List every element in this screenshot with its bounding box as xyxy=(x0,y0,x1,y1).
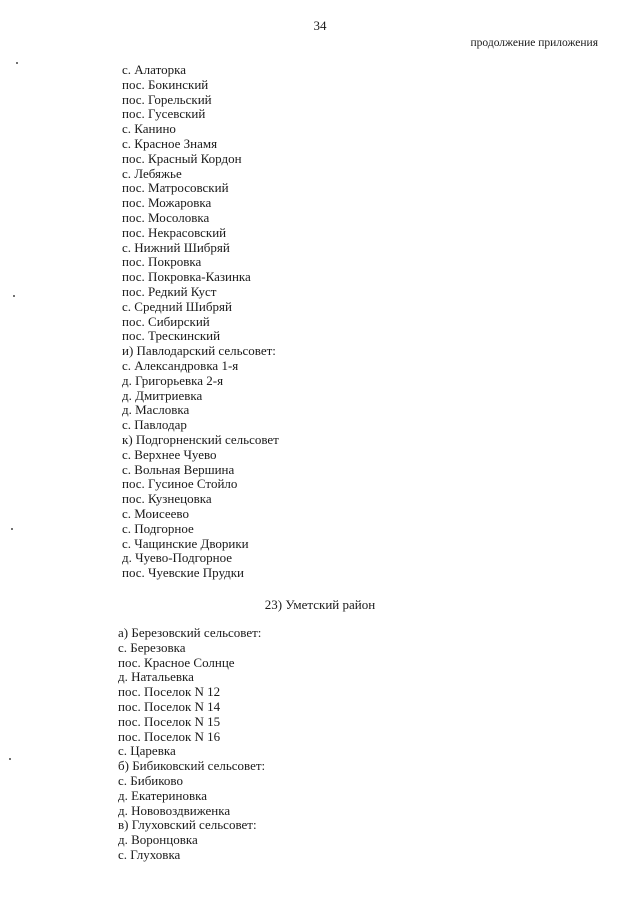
list-item: с. Павлодар xyxy=(122,417,187,433)
list-item: в) Глуховский сельсовет: xyxy=(118,817,257,833)
list-item: с. Вольная Вершина xyxy=(122,461,235,477)
list-item: пос. Поселок N 16 xyxy=(118,728,221,744)
list-item: с. Канино xyxy=(122,121,176,137)
settlement-list-top xyxy=(122,63,279,581)
list-item: д. Григорьевка 2-я xyxy=(122,372,224,388)
list-item: д. Натальевка xyxy=(118,669,194,685)
list-item: с. Лебяжье xyxy=(122,165,182,181)
list-item: пос. Некрасовский xyxy=(122,224,227,240)
list-item: с. Нижний Шибряй xyxy=(122,239,230,255)
list-item: пос. Чуевские Прудки xyxy=(122,565,245,581)
page-number: 34 xyxy=(313,18,327,33)
list-item: с. Красное Знамя xyxy=(122,135,218,151)
list-item: пос. Горельский xyxy=(122,91,212,107)
list-item: с. Александровка 1-я xyxy=(122,357,239,373)
list-item: д. Дмитриевка xyxy=(122,387,203,403)
margin-mark xyxy=(9,758,11,760)
list-item: с. Бибиково xyxy=(118,772,183,788)
list-item: пос. Сибирский xyxy=(122,313,210,329)
continuation-label: продолжение приложения xyxy=(470,37,598,49)
list-item: б) Бибиковский сельсовет: xyxy=(118,758,266,774)
list-item: с. Глуховка xyxy=(118,846,181,862)
list-item: пос. Красное Солнце xyxy=(118,654,235,670)
list-item: пос. Матросовский xyxy=(122,180,229,196)
list-item: пос. Поселок N 15 xyxy=(118,713,221,729)
list-item: пос. Поселок N 12 xyxy=(118,684,221,700)
list-item: пос. Поселок N 14 xyxy=(118,698,221,714)
list-item: с. Алаторка xyxy=(122,62,186,77)
list-item: пос. Редкий Куст xyxy=(122,283,217,299)
list-item: с. Верхнее Чуево xyxy=(122,446,217,462)
list-item: с. Березовка xyxy=(118,639,186,655)
margin-mark xyxy=(11,528,13,530)
list-item: пос. Покровка-Казинка xyxy=(122,269,251,285)
list-item: пос. Мосоловка xyxy=(122,209,210,225)
list-item: с. Средний Шибряй xyxy=(122,298,232,314)
list-item: с. Моисеево xyxy=(122,505,189,521)
list-item: с. Чащинские Дворики xyxy=(122,535,249,551)
section-heading: 23) Уметский район xyxy=(264,597,376,612)
list-item: пос. Кузнецовка xyxy=(122,491,212,507)
margin-mark xyxy=(16,62,18,64)
list-item: пос. Можаровка xyxy=(122,195,212,211)
list-item: пос. Гусиное Стойло xyxy=(122,476,238,492)
list-item: и) Павлодарский сельсовет: xyxy=(122,343,276,359)
list-item: с. Царевка xyxy=(118,743,176,759)
list-item: пос. Гусевский xyxy=(122,106,206,122)
list-item: пос. Красный Кордон xyxy=(122,150,242,166)
margin-mark xyxy=(13,295,15,297)
list-item: д. Воронцовка xyxy=(118,832,198,848)
list-item: д. Масловка xyxy=(122,402,190,418)
list-item: д. Екатериновка xyxy=(118,787,208,803)
list-item: пос. Покровка xyxy=(122,254,202,270)
list-item: пос. Бокинский xyxy=(122,76,209,92)
list-item: д. Чуево-Подгорное xyxy=(122,550,233,566)
list-item: пос. Трескинский xyxy=(122,328,221,344)
list-item: с. Подгорное xyxy=(122,520,194,536)
list-item: д. Нововоздвиженка xyxy=(118,802,231,818)
list-item: к) Подгорненский сельсовет xyxy=(122,431,279,447)
settlement-list-bottom xyxy=(118,626,265,863)
list-item: а) Березовский сельсовет: xyxy=(118,625,262,640)
